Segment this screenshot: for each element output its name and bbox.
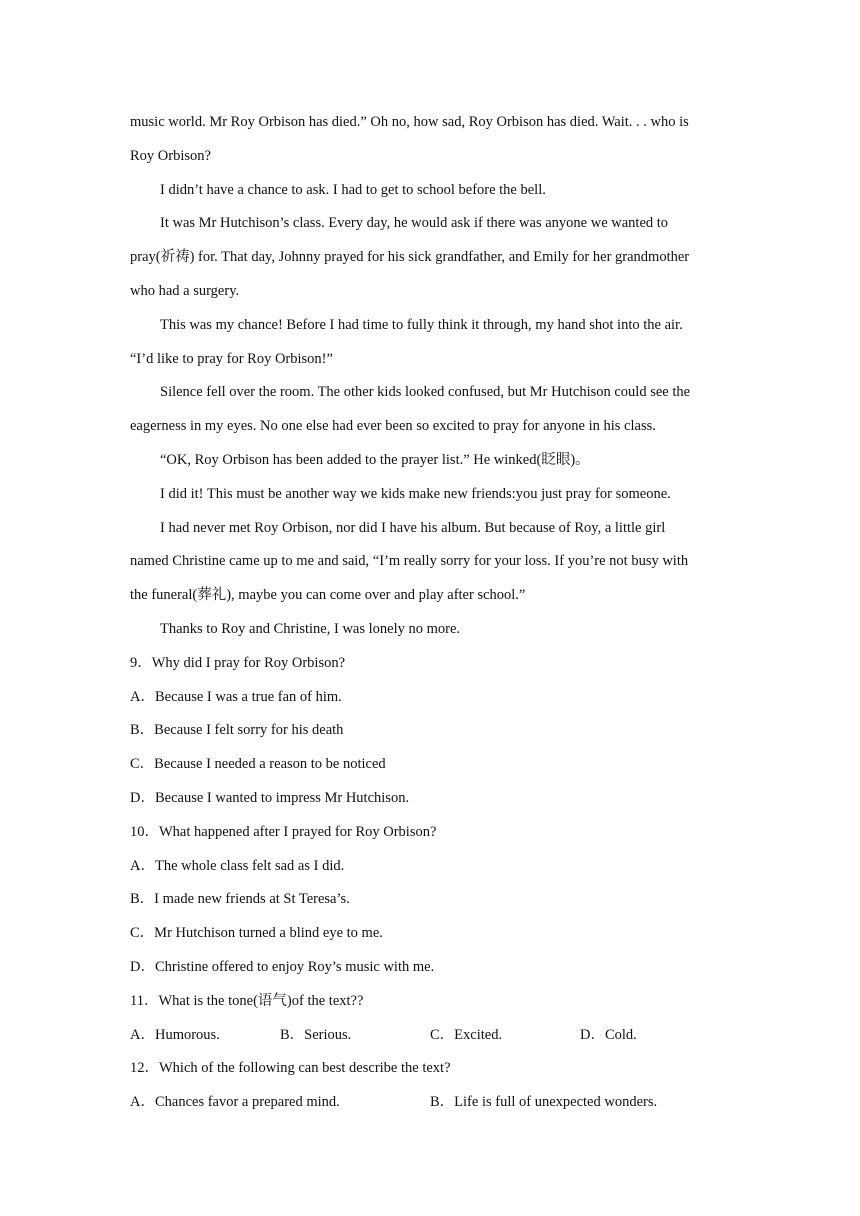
answer-option-d: D．Christine offered to enjoy Roy’s music with me.: [130, 958, 435, 975]
answer-options-row: [130, 1019, 720, 1053]
answer-option-c: C．Excited.: [430, 1026, 503, 1043]
passage-line: Roy Orbison?: [130, 147, 211, 164]
answer-option-d: D．Cold.: [580, 1026, 637, 1043]
passage-line: Thanks to Roy and Christine, I was lonely no more.: [160, 620, 461, 637]
passage-line: This was my chance! Before I had time to fully think it through, my hand shot into the air.: [160, 316, 683, 333]
question-stem: 9．Why did I pray for Roy Orbison?: [130, 654, 346, 671]
passage-line: named Christine came up to me and said, “I’m really sorry for your loss. If you’re not busy with: [130, 553, 689, 570]
answer-option-a: A．Chances favor a prepared mind.: [130, 1094, 340, 1111]
question-stem: 10．What happened after I prayed for Roy Orbison?: [130, 823, 437, 840]
passage-line: who had a surgery.: [130, 282, 240, 299]
answer-option-a: A．Because I was a true fan of him.: [130, 688, 342, 705]
answer-option-b: B．I made new friends at St Teresa’s.: [130, 891, 350, 908]
answer-option-b: B．Serious.: [280, 1026, 352, 1043]
passage-line: I didn’t have a chance to ask. I had to get to school before the bell.: [160, 181, 546, 198]
passage-line: eagerness in my eyes. No one else had ever been so excited to pray for anyone in his class.: [130, 418, 656, 435]
answer-option-b: B．Because I felt sorry for his death: [130, 722, 344, 739]
passage-line: music world. Mr Roy Orbison has died.” Oh no, how sad, Roy Orbison has died. Wait. . . who is: [130, 114, 689, 130]
passage-line: the funeral(葬礼), maybe you can come over and play after school.”: [130, 587, 526, 604]
answer-option-c: C．Because I needed a reason to be noticed: [130, 756, 386, 773]
question-10: [130, 816, 720, 985]
answer-option-a: A．The whole class felt sad as I did.: [130, 857, 345, 874]
answer-option-a: A．Humorous.: [130, 1026, 220, 1043]
answer-option-b: B．Life is full of unexpected wonders.: [430, 1094, 658, 1111]
answer-option-d: D．Because I wanted to impress Mr Hutchison.: [130, 789, 410, 806]
answer-options-row: [130, 1086, 720, 1120]
passage-line: pray(祈祷) for. That day, Johnny prayed for his sick grandfather, and Emily for her grandmother: [130, 249, 690, 266]
question-12: [130, 1052, 720, 1120]
question-stem: 12．Which of the following can best describe the text?: [130, 1060, 451, 1077]
document-page: [130, 106, 720, 1120]
question-9: [130, 647, 720, 816]
passage-line: Silence fell over the room. The other kids looked confused, but Mr Hutchison could see the: [160, 384, 691, 401]
passage-line: “OK, Roy Orbison has been added to the prayer list.” He winked(眨眼)。: [160, 451, 590, 468]
question-11: [130, 985, 720, 1053]
passage: [130, 106, 720, 647]
passage-line: It was Mr Hutchison’s class. Every day, he would ask if there was anyone we wanted to: [160, 215, 669, 232]
answer-option-c: C．Mr Hutchison turned a blind eye to me.: [130, 925, 383, 942]
passage-line: I had never met Roy Orbison, nor did I have his album. But because of Roy, a little girl: [160, 519, 666, 536]
passage-line: “I’d like to pray for Roy Orbison!”: [130, 350, 333, 367]
passage-line: I did it! This must be another way we kids make new friends:you just pray for someone.: [160, 485, 671, 502]
question-stem: 11．What is the tone(语气)of the text??: [130, 992, 364, 1009]
